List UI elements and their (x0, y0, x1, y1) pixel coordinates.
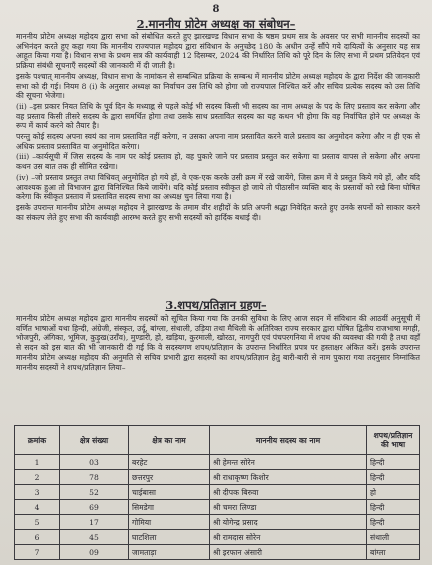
member-name-cell: श्री चमरा लिण्डा (210, 500, 367, 515)
table-row (15, 485, 420, 500)
members-table-body (15, 455, 420, 560)
table-row (15, 500, 420, 515)
constituency-name-cell: जामताड़ा (129, 545, 210, 560)
constituency-number-cell: 52 (60, 485, 129, 500)
table-row (15, 545, 420, 560)
members-oath-table (14, 425, 420, 560)
header-oath-language: शपथ/प्रतिज्ञान की भाषा (367, 426, 420, 455)
constituency-name-cell: सिमडेगा (129, 500, 210, 515)
serial-cell: 3 (15, 485, 60, 500)
oath-language-cell: बांग्ला (367, 545, 420, 560)
oath-language-cell: संथाली (367, 530, 420, 545)
member-name-cell: श्री दीपक बिरुवा (210, 485, 367, 500)
serial-cell: 5 (15, 515, 60, 530)
oath-language-cell: हो (367, 485, 420, 500)
constituency-name-cell: चाईबासा (129, 485, 210, 500)
constituency-number-cell: 09 (60, 545, 129, 560)
member-name-cell: श्री इरफान अंसारी (210, 545, 367, 560)
oath-language-cell: हिन्दी (367, 500, 420, 515)
header-member-name: माननीय सदस्य का नाम (210, 426, 367, 455)
section2-paragraph: इसके उपरान्त माननीय प्रोटेम अध्यक्ष महोदय ने झारखण्ड के तमाम वीर शहीदों के प्रति अपनी श्रद्धा निवेदित करते हुए उनके सपनों को साकार करने का संकल्प लेते हुए सभा की कार्यवाही आरम्भ करते हुए सभी सदस्यों को हार्दिक बधाई दी। (16, 202, 420, 222)
section3-body (16, 314, 420, 373)
constituency-name-cell: गोमिया (129, 515, 210, 530)
constituency-number-cell: 69 (60, 500, 129, 515)
section3-heading: 3.शपथ/प्रतिज्ञान ग्रहण– (165, 298, 267, 312)
constituency-name-cell: बरहेट (129, 455, 210, 470)
member-name-cell: श्री योगेन्द्र प्रसाद (210, 515, 367, 530)
oath-language-cell: हिन्दी (367, 455, 420, 470)
section2-heading: 2.माननीय प्रोटेम अध्यक्ष का संबोधन– (136, 17, 296, 31)
member-name-cell: श्री हेमन्त सोरेन (210, 455, 367, 470)
table-row (15, 515, 420, 530)
section2-body (16, 32, 420, 223)
table-row (15, 470, 420, 485)
section2-paragraph: (iii) –कार्यसूची में जिस सदस्य के नाम पर कोई प्रस्ताव हो, वह पुकारे जाने पर प्रस्ताव प्रस्तुत कर सकेगा या प्रस्ताव वापस ले सकेगा और अपना कथन उस बात तक ही सीमित रखेगा। (16, 152, 420, 172)
section2-paragraph: (ii) –इस प्रकार नियत तिथि के पूर्व दिन के मध्याह्न से पहले कोई भी सदस्य किसी भी सदस्य का नाम अध्यक्ष के पद के लिए प्रस्ताव कर सकेगा और वह प्रस्ताव किसी तीसरे सदस्य के द्वारा समर्थित होगा तथा उसके साथ प्रस्तावित सदस्य का यह कथन भी होगा कि वह निर्वाचित होने पर अध्यक्ष के रूप में कार्य करने को तैयार है। (16, 101, 420, 131)
serial-cell: 6 (15, 530, 60, 545)
table-row (15, 455, 420, 470)
table-header-row (15, 426, 420, 455)
header-constituency-number: क्षेत्र संख्या (60, 426, 129, 455)
constituency-number-cell: 17 (60, 515, 129, 530)
serial-cell: 7 (15, 545, 60, 560)
page-number: 8 (212, 4, 220, 15)
oath-language-cell: हिन्दी (367, 470, 420, 485)
serial-cell: 2 (15, 470, 60, 485)
table-row (15, 530, 420, 545)
section3-paragraph: माननीय प्रोटेम अध्यक्ष महोदय द्वारा माननीय सदस्यों को सूचित किया गया कि उनकी सुविधा के लिए आज सदन में संविधान की आठवीं अनुसूची में वर्णित भाषाओं यथा हिन्दी, अंग्रेजी, संस्कृत, उर्दू, बांग्ला, संथाली, उड़िया तथा मैथिली के अतिरिक्त राज्य सरकार द्वारा घोषित द्वितीय राजभाषा मगही, भोजपुरी, अंगिका, भूमिज, कुड़ुख(उराँव), मुण्डारी, हो, खड़िया, कुरमाली, खोरठा, नागपुरी एवं पंचपरगनिया में शपथ की व्यवस्था की गयी है तथा वहाँ से सदन को इस बात की भी जानकारी दी गई कि वे सदस्यगण शपथ/प्रतिज्ञान के उपरान्त निर्धारित प्रपत्र पर हस्ताक्षर अंकित करें। इसके उपरान्त माननीय प्रोटेम अध्यक्ष महोदय की अनुमति से सचिव प्रभारी द्वारा सदस्यों का शपथ/प्रतिज्ञान हेतु बारी-बारी से नाम पुकारा गया तदनुसार निम्नांकित माननीय सदस्यों ने शपथ/प्रतिज्ञान लिया– (16, 314, 420, 372)
serial-cell: 4 (15, 500, 60, 515)
oath-language-cell: हिन्दी (367, 515, 420, 530)
member-name-cell: श्री राधाकृष्ण किशोर (210, 470, 367, 485)
header-constituency-name: क्षेत्र का नाम (129, 426, 210, 455)
section2-paragraph: (iv) –जो प्रस्ताव प्रस्तुत तथा विधिवत् अनुमोदित हो गये हों, वे एक-एक करके उसी क्रम में रखे जायेंगे, जिस क्रम में वे प्रस्तुत किये गये हों, और यदि आवश्यक हुआ तो विभाजन द्वारा विनिश्चित किये जायेंगे। यदि कोई प्रस्ताव स्वीकृत हो जाये तो पीठासीन व्यक्ति बाद के प्रस्तावों को रखे बिना घोषित करेगा कि स्वीकृत प्रस्ताव में प्रस्तावित सदस्य सभा का अध्यक्ष चुन लिया गया है। (16, 172, 420, 202)
section2-paragraph: परन्तु कोई सदस्य अपना स्वयं का नाम प्रस्तावित नहीं करेगा, न उसका अपना नाम प्रस्तावित करने वाले प्रस्ताव का अनुमोदन करेगा और न ही एक से अधिक प्रस्ताव प्रस्तावित या अनुमोदित करेगा। (16, 132, 420, 151)
constituency-number-cell: 03 (60, 455, 129, 470)
constituency-name-cell: घाटशिला (129, 530, 210, 545)
serial-cell: 1 (15, 455, 60, 470)
header-serial: क्रमांक (15, 426, 60, 455)
section2-paragraph: इसके पश्चात् माननीय अध्यक्ष, विधान सभा के नामांकन से सम्बन्धित प्रक्रिया के सम्बन्ध में माननीय प्रोटेम अध्यक्ष महोदय के द्वारा निर्देश की जानकारी सभा को दी गई। नियम 8 (i) के अनुसार अध्यक्ष का निर्वाचन उस तिथि को होगा जो राज्यपाल निश्चित करें और सचिव प्रत्येक सदस्य को उस तिथि की सूचना भेजेगा। (16, 71, 420, 101)
constituency-number-cell: 78 (60, 470, 129, 485)
constituency-number-cell: 45 (60, 530, 129, 545)
member-name-cell: श्री रामदास सोरेन (210, 530, 367, 545)
section2-paragraph: माननीय प्रोटेम अध्यक्ष महोदय द्वारा सभा को संबोधित करते हुए झारखण्ड विधान सभा के षष्ठम प्रथम सत्र के अवसर पर सभी माननीय सदस्यों का अभिनंदन करते हुए कहा गया कि माननीय राज्यपाल महोदय द्वारा संविधान के अनुच्छेद 180 के अधीन उन्हें सौंपे गये दायित्वों के अनुसार यह सत्र आहूत किया गया है। विधान सभा के प्रथम सत्र की कार्यवाही 12 दिसम्बर, 2024 की निर्धारित तिथि को पूरे दिन के लिए सभा में प्रथम प्रतिवेदन एवं प्रक्रिया संबंधी सूचनाएँ सदस्यों की जानकारी में दी जाती है। (16, 32, 420, 71)
constituency-name-cell: छत्तरपुर (129, 470, 210, 485)
